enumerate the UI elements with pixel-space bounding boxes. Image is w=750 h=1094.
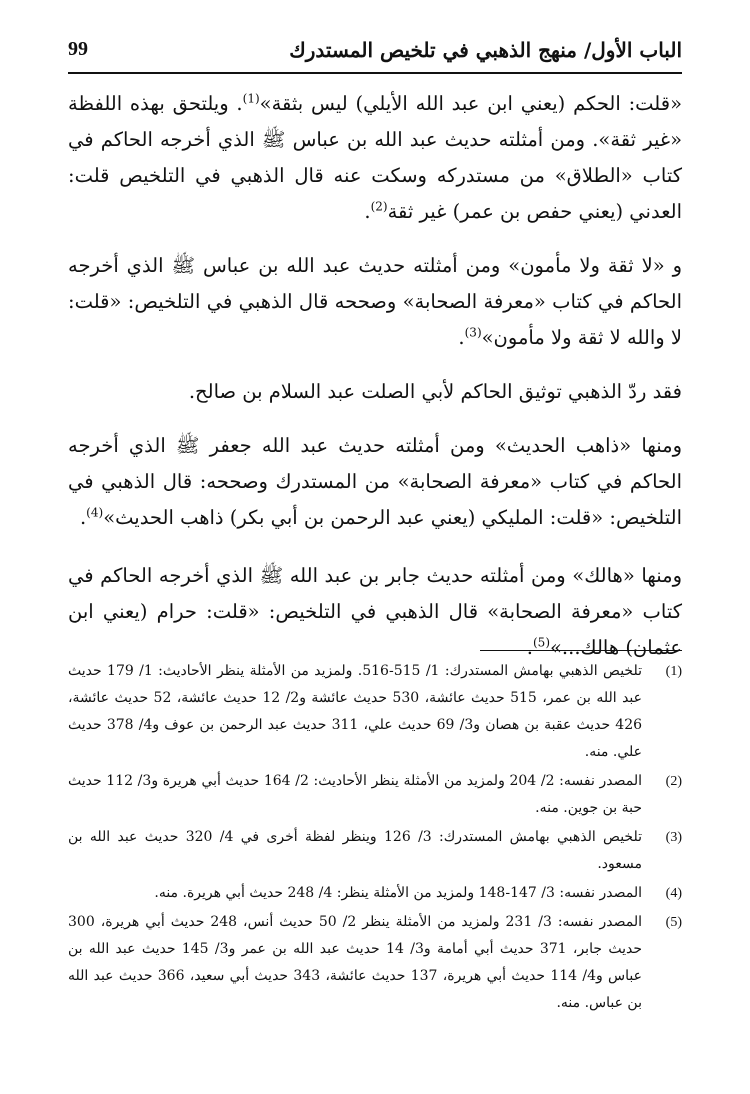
- footnote-divider: [480, 650, 682, 651]
- paragraph-1-text: «قلت: الحكم (يعني ابن عبد الله الأيلي) ليس بثقة»: [259, 92, 683, 115]
- footnote-text: المصدر نفسه: 3/ 231 ولمزيد من الأمثلة ينظر 2/ 50 حديث أنس، 248 حديث أبي هريرة، 300 حديث جابر، 371 حديث أبي أمامة و3/ 14 حديث عبد الله بن عمر و3/ 145 حديث عبد الله بن عباس و4/ 114 حديث أبي هريرة، 137 حديث عائشة، 343 حديث أبي سعيد، 366 حديث عبد الله بن عباس. منه.: [68, 914, 643, 1011]
- footnote-number: (1): [665, 664, 682, 679]
- paragraph-1: [68, 86, 682, 230]
- footnote-text: تلخيص الذهبي بهامش المستدرك: 1/ 515-516. ولمزيد من الأمثلة ينظر الأحاديث: 1/ 179 حديث عبد الله بن عمر، 515 حديث عائشة، 530 حديث عائشة و2/ 12 حديث عائشة، 52 حديث عائشة، 426 حديث عقبة بن هصان و3/ 69 حديث علي، 311 حديث عبد الرحمن بن عوف و4/ 378 حديث علي. منه.: [68, 663, 643, 760]
- page-number: 99: [68, 38, 88, 60]
- chapter-title: الباب الأول/ منهج الذهبي في تلخيص المستدرك: [289, 38, 682, 62]
- paragraph-3: [68, 374, 682, 410]
- footnote-number: (2): [665, 774, 682, 789]
- footnote-ref-2: (2): [370, 199, 388, 214]
- paragraph-4-end: .: [79, 506, 87, 529]
- footnote-ref-5: (5): [532, 635, 550, 650]
- paragraph-5-end: .: [526, 636, 533, 659]
- paragraph-2-end: .: [458, 326, 465, 349]
- paragraph-2-text: و «لا ثقة ولا مأمون» ومن أمثلته حديث عبد الله بن عباس ﷺ الذي أخرجه الحاكم في كتاب «معرفة الصحابة» وصححه قال الذهبي في التلخيص: «قلت: لا والله لا ثقة ولا مأمون»: [68, 254, 682, 349]
- footnote-number: (4): [665, 886, 682, 901]
- footnote-ref-1: (1): [242, 91, 260, 106]
- footnote-text: تلخيص الذهبي بهامش المستدرك: 3/ 126 وينظر لفظة أخرى في 4/ 320 حديث عبد الله بن مسعود.: [68, 829, 643, 872]
- header-divider: [68, 72, 682, 74]
- footnote-ref-3: (3): [464, 325, 482, 340]
- footnote-3: [68, 824, 682, 878]
- footnote-number: (5): [665, 915, 682, 930]
- footnotes: [68, 658, 682, 1019]
- running-header: [68, 34, 682, 74]
- footnote-number: (3): [665, 830, 682, 845]
- footnote-5: [68, 909, 682, 1017]
- footnote-text: المصدر نفسه: 2/ 204 ولمزيد من الأمثلة ينظر الأحاديث: 2/ 164 حديث أبي هريرة و3/ 112 حديث حبة بن جوين. منه.: [68, 773, 643, 816]
- paragraph-5-text: ومنها «هالك» ومن أمثلته حديث جابر بن عبد الله ﷺ الذي أخرجه الحاكم في كتاب «معرفة الصحابة» قال الذهبي في التلخيص: «قلت: حرام (يعني ابن عثمان) هالك...»: [68, 564, 682, 659]
- footnote-text: المصدر نفسه: 3/ 147-148 ولمزيد من الأمثلة ينظر: 4/ 248 حديث أبي هريرة. منه.: [154, 885, 642, 901]
- footnote-4: [68, 880, 682, 907]
- paragraph-4: [68, 428, 682, 536]
- footnote-ref-4: (4): [86, 505, 104, 520]
- footnote-1: [68, 658, 682, 766]
- paragraph-4-text: ومنها «ذاهب الحديث» ومن أمثلته حديث عبد الله جعفر ﷺ الذي أخرجه الحاكم في كتاب «معرفة الصحابة» من المستدرك وصححه: قال الذهبي في التلخيص: «قلت: المليكي (يعني عبد الرحمن بن أبي بكر) ذاهب الحديث»: [68, 434, 682, 529]
- paragraph-1-continuation: . ويلتحق بهذه اللفظة «غير ثقة». ومن أمثلته حديث عبد الله بن عباس ﷺ الذي أخرجه الحاكم في كتاب «الطلاق» من مستدركه وسكت عنه قال الذهبي في التلخيص قلت: العدني (يعني حفص بن عمر) غير ثقة: [68, 92, 682, 223]
- paragraph-3-text: فقد ردّ الذهبي توثيق الحاكم لأبي الصلت عبد السلام بن صالح.: [188, 380, 682, 403]
- main-text: [68, 86, 682, 684]
- footnote-2: [68, 768, 682, 822]
- paragraph-1-end: .: [364, 200, 371, 223]
- paragraph-2: [68, 248, 682, 356]
